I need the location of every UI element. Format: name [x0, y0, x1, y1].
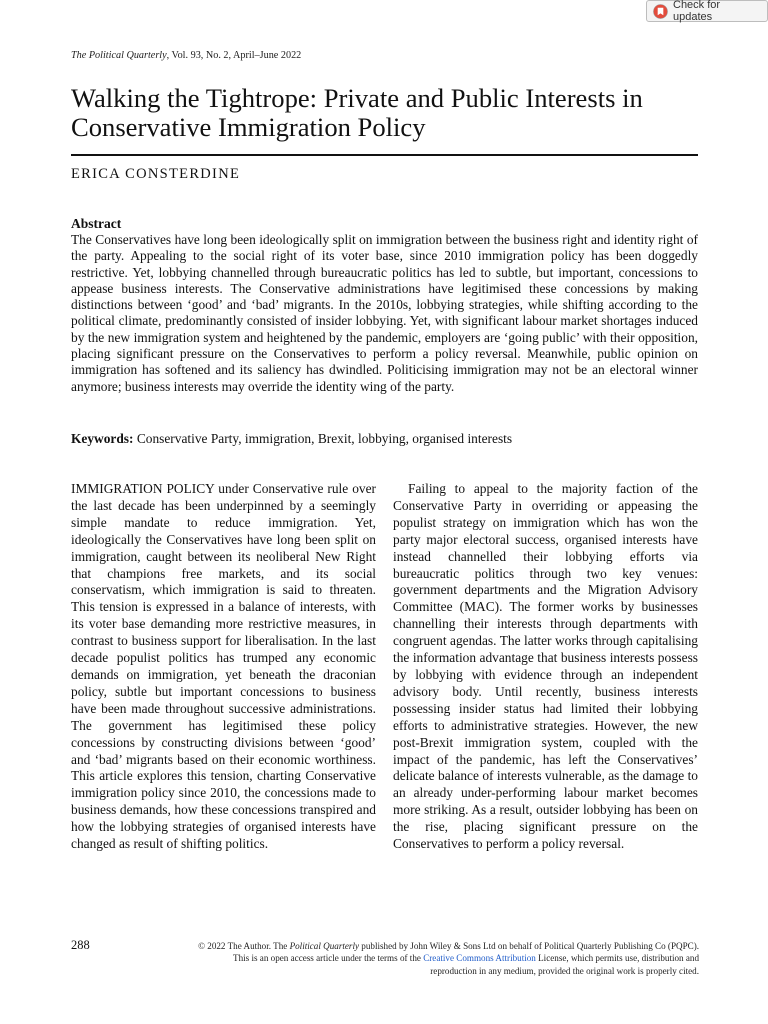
body-left-column: IMMIGRATION POLICY under Conservative rule over the last decade has been underpinned by a seemingly simple mandate to reduce immigration. Yet, ideologically the Conservatives have long been split on immigration, caught between its neoliberal New Right that champions free markets, and its social conservatism, which immigration is said to threaten. This tension is expressed in a balance of interests, with its voter base demanding more restrictive measures, in contrast to business support for liberalisation. In the last decade populist politics has trumped any economic demands on immigration, yet beneath the draconian policy, subtle but important concessions to business have been made throughout successive administrations. The government has legitimised these policy concessions by constructing divisions between ‘good’ and ‘bad’ migrants based on their economic worthiness. This article explores this tension, charting Conservative immigration policy since 2010, the concessions made to business demands, how these concessions transpired and how the lobbying strategies of organised interests have changed as result of shifting politics.	[71, 481, 376, 852]
footer-line-2	[96, 952, 699, 964]
journal-details: , Vol. 93, No. 2, April–June 2022	[166, 50, 302, 61]
journal-citation	[71, 50, 301, 61]
footer-line-2-pre: This is an open access article under the terms of the	[233, 953, 424, 964]
title-divider	[71, 154, 698, 156]
check-for-updates-button[interactable]	[646, 0, 768, 22]
page-number: 288	[71, 938, 90, 952]
abstract-heading: Abstract	[71, 216, 122, 231]
keywords	[71, 430, 698, 447]
footer-line-2-post: License, which permits use, distribution and	[535, 953, 699, 964]
footer-line-3: reproduction in any medium, provided the original work is properly cited.	[430, 965, 699, 976]
article-title: Walking the Tightrope: Private and Public Interests in Conservative Immigration Policy	[71, 83, 643, 142]
footer-line-1-post: published by John Wiley & Sons Ltd on behalf of Political Quarterly Publishing Co (PQPC).	[359, 941, 699, 951]
footer-line-1-pre: © 2022 The Author. The	[198, 941, 290, 951]
keywords-label: Keywords:	[71, 431, 134, 446]
creative-commons-link[interactable]: Creative Commons Attribution	[423, 953, 536, 964]
journal-name: The Political Quarterly	[71, 50, 167, 61]
keywords-text: Conservative Party, immigration, Brexit, lobbying, organised interests	[133, 431, 513, 446]
author-name: ERICA CONSTERDINE	[71, 166, 241, 182]
check-for-updates-label: Check for updates	[673, 0, 721, 23]
body-right-column: Failing to appeal to the majority faction of the Conservative Party in overriding or appeasing the populist strategy on immigration which has won the party major electoral success, organised interests have instead channelled their lobbying efforts via bureaucratic politics through two key venues: government departments and the Migration Advisory Committee (MAC). The former works by businesses channelling their interests through departments with congruent agendas. The latter works through capitalising the information advantage that business interests possess by lobbying with evidence through an independent advisory body. Until recently, business interests possessing insider status had limited their lobbying efforts to administrative strategies. However, the new post-Brexit immigration system, coupled with the impact of the pandemic, has left the Conservatives’ delicate balance of interests vulnerable, as the damage to an already under-performing labour market becomes more striking. As a result, outsider lobbying has been on the rise, placing significant pressure on the Conservatives to perform a policy reversal.	[393, 481, 698, 852]
footer-journal-name: Political Quarterly	[289, 941, 360, 951]
copyright-footer	[96, 940, 699, 977]
abstract-text: The Conservatives have long been ideologically split on immigration between the business right and identity right of the party. Appealing to the social right of its voter base, since 2010 immigration policy has been doggedly restrictive. Yet, lobbying channelled through bureaucratic politics has led to subtle, but important, concessions to appease business interests. The Conservative administrations have legitimised these concessions by making distinctions between ‘good’ and ‘bad’ migrants. In the 2010s, lobbying strategies, while shifting according to the political climate, predominantly consisted of insider lobbying. Yet, with significant labour market shortages induced by the new immigration system and heightened by the pandemic, employers are ‘going public’ with their opposition, placing significant pressure on the Conservatives to perform a policy reversal. Meanwhile, public opinion on immigration has softened and its saliency has dwindled. Politicising immigration may not be an electoral winner anymore; business interests may override the identity wing of the party.	[71, 232, 698, 394]
footer-line-1	[96, 940, 699, 952]
crossmark-icon	[653, 4, 668, 19]
